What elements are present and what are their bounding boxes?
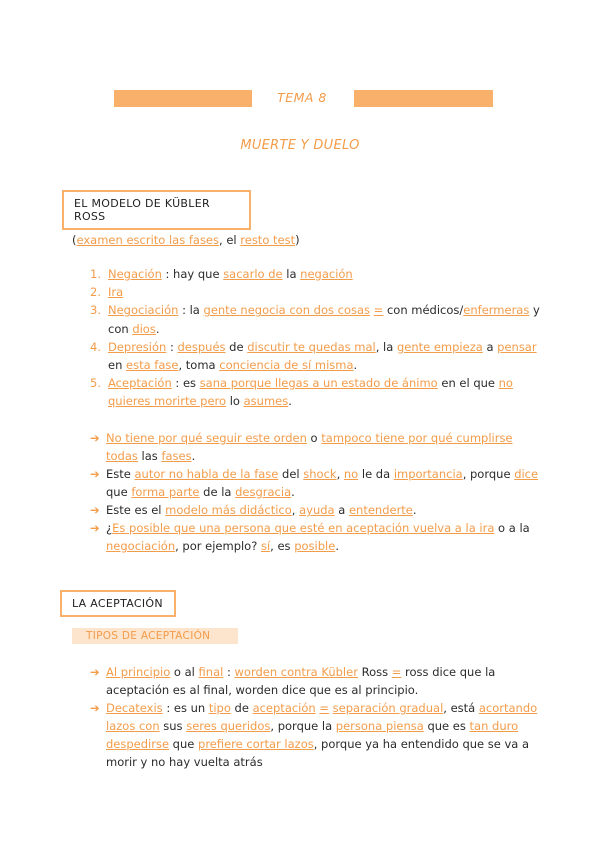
text: la — [282, 267, 301, 281]
text: que — [106, 485, 132, 499]
highlighted-text: enfermeras — [463, 303, 530, 318]
text: . — [191, 449, 196, 463]
subheading-tipos: TIPOS DE ACEPTACIÓN — [72, 628, 238, 644]
highlighted-text: esta fase — [126, 358, 179, 372]
text: o — [306, 431, 322, 445]
arrow-icon: ➔ — [90, 503, 100, 517]
text-line — [90, 700, 537, 716]
list-number: 4. — [90, 339, 101, 354]
highlighted-text: todas — [106, 449, 138, 463]
text: , porque ya ha entendido que se va a — [313, 737, 530, 751]
arrow-icon: ➔ — [90, 665, 100, 679]
text: , está — [443, 701, 479, 715]
note-paren-close: ) — [295, 233, 300, 247]
text-line — [90, 302, 540, 318]
tema-label: TEMA 8 — [277, 90, 327, 105]
highlighted-text: final — [198, 665, 224, 679]
highlighted-text: aceptación — [252, 701, 316, 715]
text: que — [169, 737, 199, 751]
text: con — [108, 321, 133, 336]
text: , por ejemplo? — [175, 539, 261, 553]
highlighted-text: Decatexis — [106, 701, 163, 715]
highlighted-text: gente empieza — [396, 339, 483, 354]
text: , — [336, 467, 344, 481]
highlighted-text: Ira — [108, 285, 124, 300]
text-line — [90, 321, 160, 337]
highlighted-text: entenderte — [348, 503, 413, 517]
highlighted-text: seres queridos — [186, 719, 271, 733]
highlighted-text: Al principio — [106, 665, 171, 679]
highlighted-text: no — [498, 376, 513, 391]
highlighted-text: Aceptación — [108, 376, 172, 391]
text-line — [90, 736, 529, 752]
text-line — [90, 538, 339, 554]
text: : es un — [162, 701, 209, 715]
text-line — [90, 430, 513, 446]
highlighted-text: negación — [300, 267, 353, 281]
highlighted-text: tampoco tiene por qué cumplirse — [321, 431, 513, 445]
text: . — [335, 539, 339, 553]
text: a — [334, 503, 349, 517]
text: en el que — [437, 376, 499, 391]
header-bar-left — [114, 90, 252, 107]
note-mid: , el — [219, 233, 241, 247]
highlighted-text: shock — [303, 467, 337, 481]
text-line — [90, 484, 295, 500]
header-bar-right — [354, 90, 493, 107]
text-line — [90, 357, 357, 373]
text: sus — [159, 719, 187, 733]
highlighted-text: despedirse — [106, 737, 170, 751]
highlighted-text: asumes — [243, 394, 289, 409]
text: . — [353, 358, 358, 372]
highlighted-text: posible — [294, 539, 336, 553]
text: ross dice que la — [401, 665, 496, 679]
exam-note — [72, 232, 300, 248]
text-line — [90, 466, 538, 482]
list-number: 3. — [90, 303, 101, 318]
highlighted-text: no — [343, 467, 359, 481]
section-heading-aceptacion: LA ACEPTACIÓN — [60, 590, 176, 617]
text: , es — [270, 539, 295, 553]
text-line — [90, 520, 530, 536]
text: ¿ — [106, 521, 113, 535]
list-number: 2. — [90, 285, 101, 300]
text-line — [90, 375, 513, 391]
text: a — [482, 339, 498, 354]
highlighted-text: persona piensa — [335, 719, 424, 733]
text-line — [90, 754, 263, 770]
text: las — [137, 449, 162, 463]
text: , la — [375, 339, 397, 354]
text-line — [90, 502, 417, 518]
arrow-icon: ➔ — [90, 701, 100, 715]
list-number: 5. — [90, 376, 101, 391]
arrow-icon: ➔ — [90, 431, 100, 445]
text: : — [223, 665, 235, 679]
highlighted-text: acortando — [478, 701, 538, 715]
highlighted-text: Negación — [108, 267, 162, 281]
text: Ross — [357, 665, 392, 679]
text: . — [155, 321, 160, 336]
highlighted-text: sana porque llegas a un estado de ánimo — [199, 376, 438, 391]
highlighted-text: pensar — [497, 339, 537, 354]
highlighted-text: No tiene por qué seguir este orden — [106, 431, 307, 445]
text: Este es el — [106, 503, 166, 517]
text-line — [90, 664, 495, 680]
text: o al — [170, 665, 199, 679]
highlighted-text: forma parte — [131, 485, 200, 499]
highlighted-text: = — [373, 303, 384, 318]
text-line — [90, 284, 123, 300]
text: : la — [178, 303, 204, 318]
highlighted-text: importancia — [393, 467, 463, 481]
text: lo — [226, 394, 244, 409]
text: , — [291, 503, 300, 517]
text: . — [291, 485, 295, 499]
highlighted-text: = — [391, 665, 402, 679]
highlighted-text: = — [319, 701, 330, 715]
text: con médicos/ — [383, 303, 464, 318]
text-line — [90, 266, 353, 282]
highlighted-text: Es posible que una persona que esté en aceptación vuelva a la ira — [112, 521, 495, 535]
text: o a la — [494, 521, 530, 535]
highlighted-text: gente negocia con dos cosas — [203, 303, 371, 318]
highlighted-text: discutir te quedas mal — [247, 339, 376, 354]
arrow-icon: ➔ — [90, 521, 100, 535]
text: : hay que — [161, 267, 224, 281]
highlighted-text: desgracia — [235, 485, 292, 499]
text: Este — [106, 467, 135, 481]
highlighted-text: Depresión — [108, 339, 167, 354]
text: de — [225, 339, 248, 354]
highlighted-text: fases — [161, 449, 192, 463]
highlighted-text: autor no habla de la fase — [134, 467, 279, 481]
list-number: 1. — [90, 267, 101, 281]
text: le da — [358, 467, 394, 481]
highlighted-text: después — [177, 339, 226, 354]
text-line — [90, 448, 195, 464]
highlighted-text: sacarlo de — [223, 267, 283, 281]
text: : es — [171, 376, 200, 391]
note-link2: resto test — [240, 233, 296, 247]
text: de la — [199, 485, 236, 499]
highlighted-text: lazos con — [106, 719, 160, 733]
highlighted-text: sí — [260, 539, 271, 553]
text-line — [90, 393, 292, 409]
highlighted-text: prefiere cortar lazos — [198, 737, 314, 751]
text: aceptación es al final, worden dice que es al principio. — [106, 683, 419, 697]
arrow-icon: ➔ — [90, 467, 100, 481]
text: y — [529, 303, 540, 318]
highlighted-text: negociación — [106, 539, 176, 553]
highlighted-text: modelo más didáctico — [165, 503, 292, 517]
text-line — [90, 718, 518, 734]
highlighted-text: tipo — [208, 701, 231, 715]
text: , porque — [462, 467, 515, 481]
highlighted-text: worden contra Kübler — [234, 665, 358, 679]
text: morir y no hay vuelta atrás — [106, 755, 263, 769]
highlighted-text: dios — [132, 321, 156, 336]
highlighted-text: ayuda — [299, 503, 335, 517]
text: de — [230, 701, 253, 715]
text-line — [90, 682, 418, 698]
text-line — [90, 339, 537, 355]
text: , porque la — [270, 719, 336, 733]
note-paren-open: ( — [72, 233, 77, 247]
highlighted-text: quieres morirte pero — [108, 394, 227, 409]
text: en — [108, 358, 127, 372]
page-title: MUERTE Y DUELO — [240, 138, 360, 153]
text: que es — [423, 719, 470, 733]
highlighted-text: tan duro — [469, 719, 519, 733]
highlighted-text: conciencia de sí misma — [219, 358, 354, 372]
highlighted-text: dice — [514, 467, 539, 481]
highlighted-text: separación gradual — [332, 701, 444, 715]
text: . — [288, 394, 292, 409]
text: del — [278, 467, 304, 481]
text: : — [166, 339, 178, 354]
note-link: examen escrito las fases — [76, 233, 220, 247]
text: . — [412, 503, 417, 517]
text: , toma — [178, 358, 220, 372]
highlighted-text: Negociación — [108, 303, 179, 318]
section-heading-kubler: EL MODELO DE KÜBLER ROSS — [62, 190, 251, 230]
